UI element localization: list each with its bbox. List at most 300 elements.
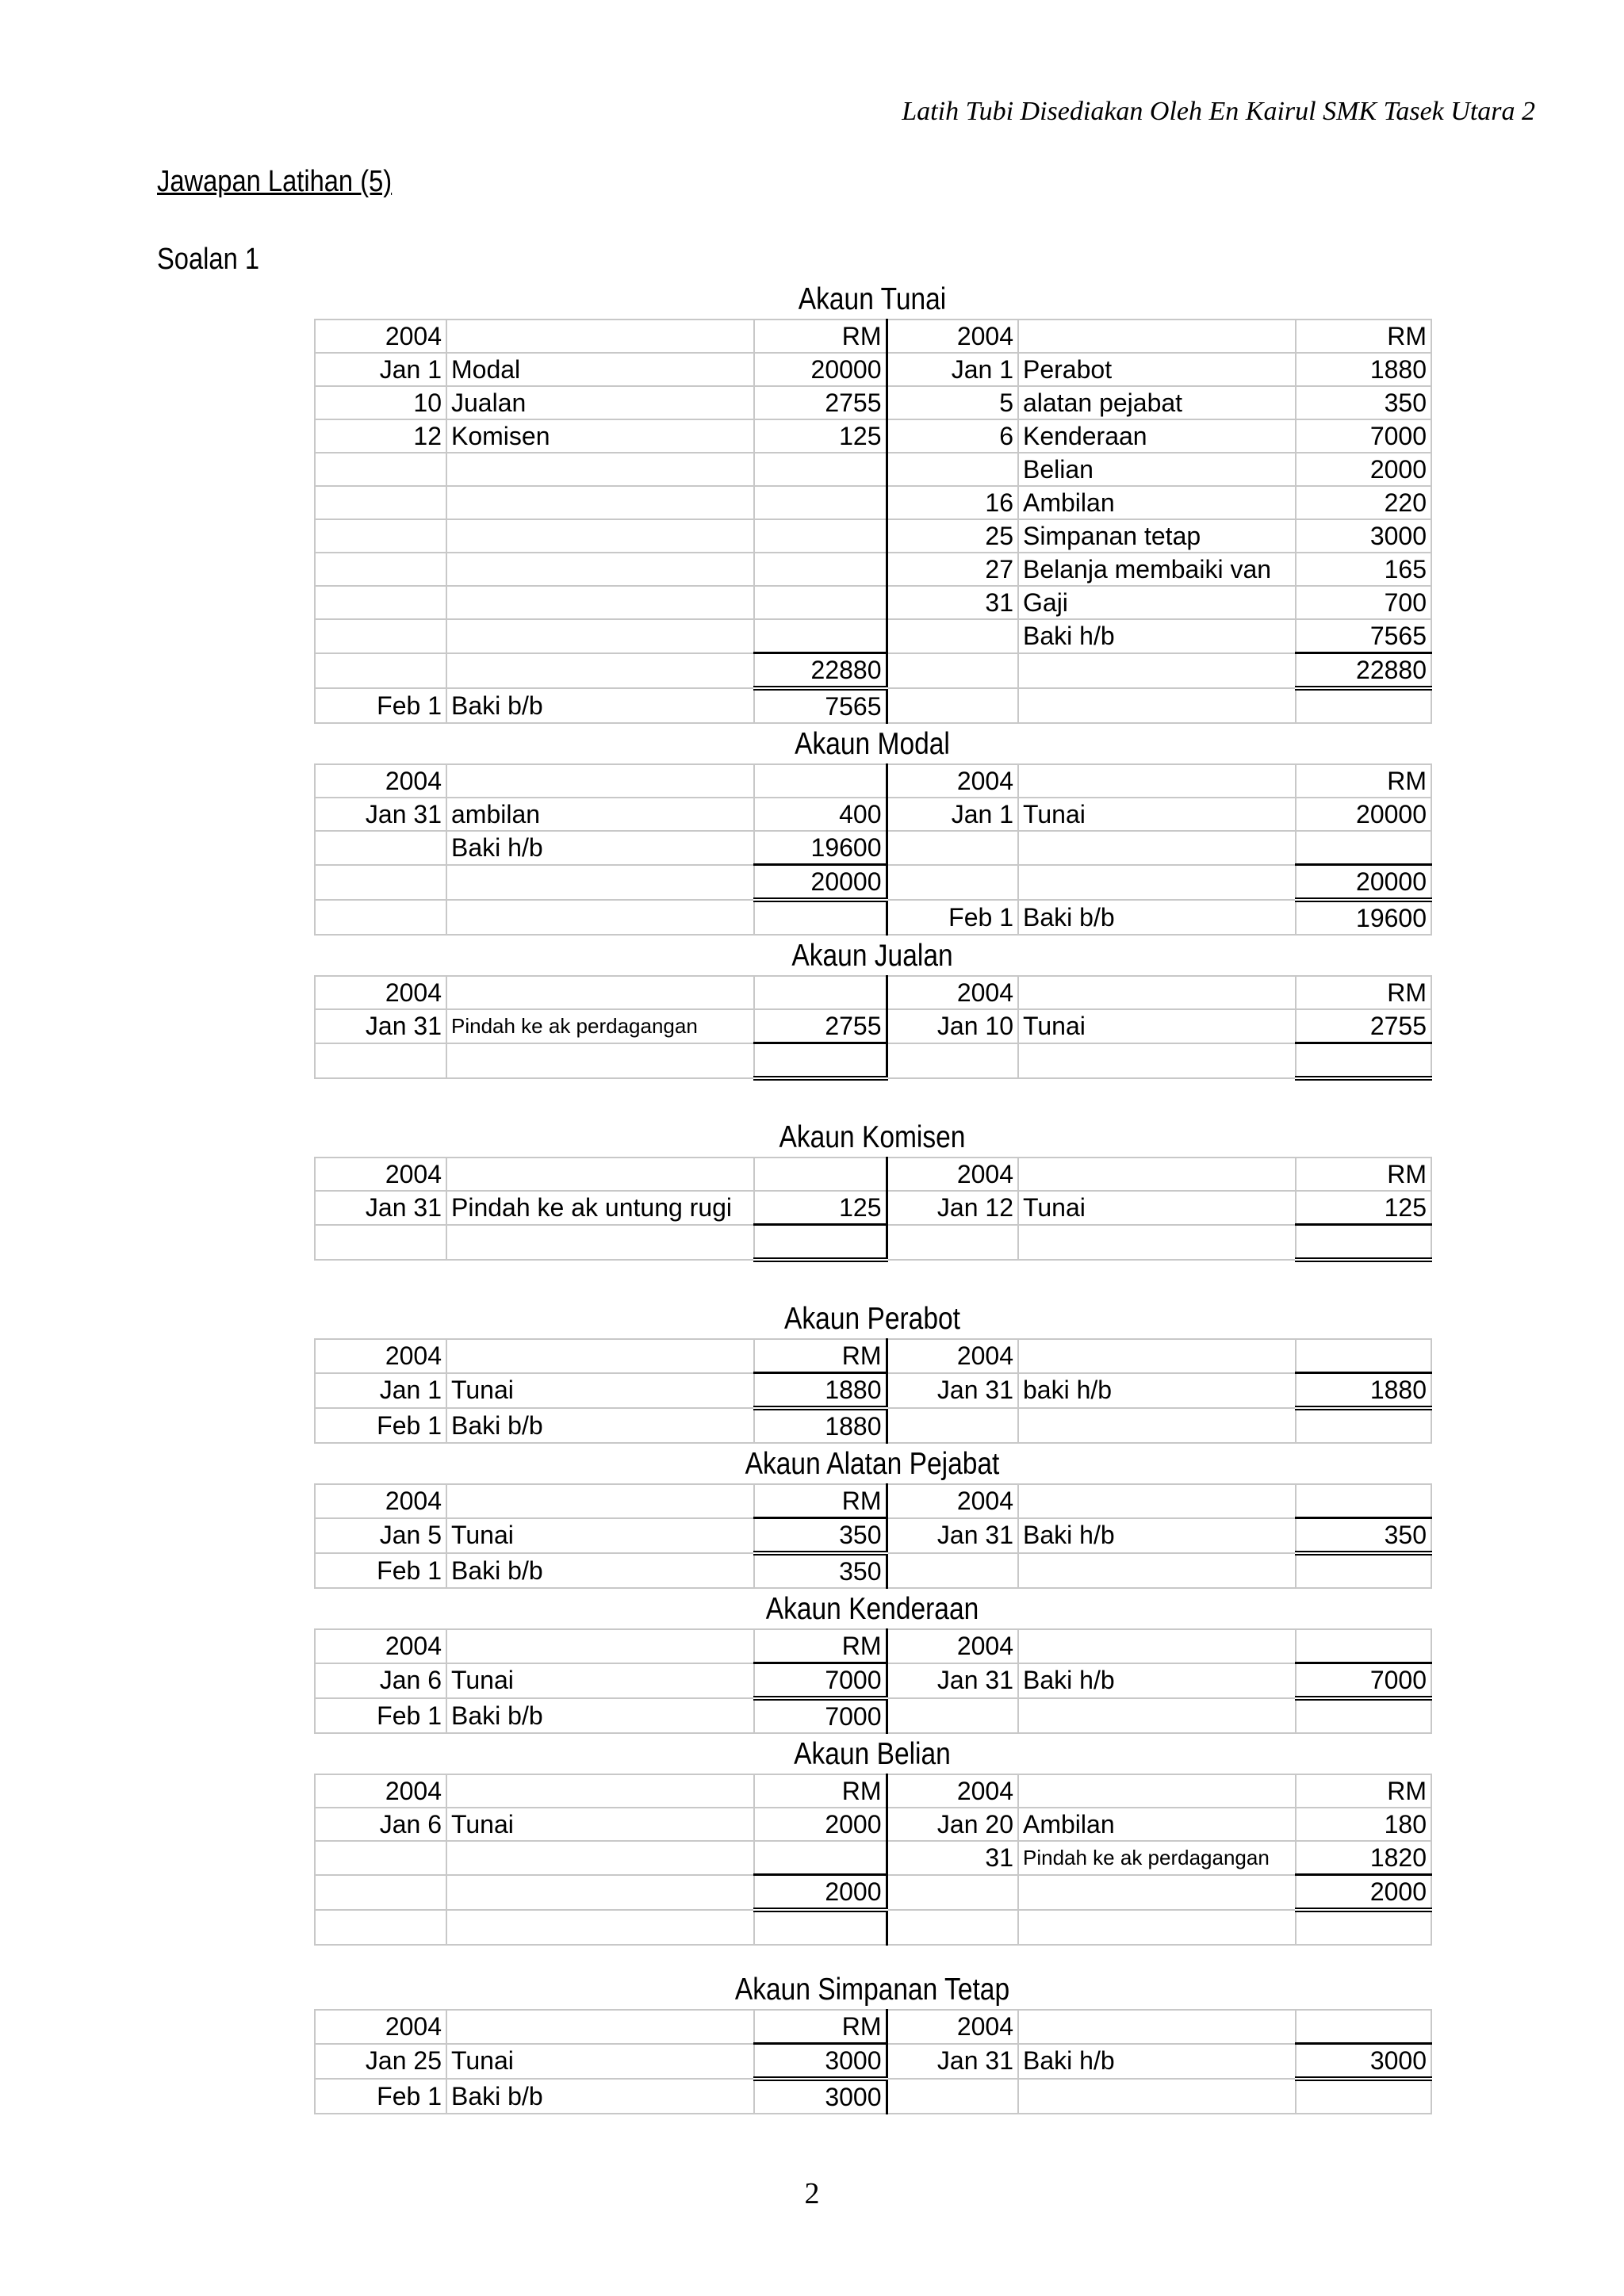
credit-amount [1296,1910,1431,1945]
credit-amount: RM [1296,320,1431,353]
credit-description: Baki h/b [1018,619,1296,653]
debit-amount: 125 [754,1191,887,1225]
credit-amount [1296,1408,1431,1443]
credit-amount: 3000 [1296,2044,1431,2080]
debit-description [446,1339,754,1373]
credit-description: Baki h/b [1018,1663,1296,1699]
ledger-row [315,586,1431,619]
credit-date: Jan 10 [887,1009,1018,1043]
credit-amount: 20000 [1296,798,1431,831]
credit-amount: 350 [1296,1518,1431,1554]
ledger-account [314,1589,1431,1734]
credit-amount: 350 [1296,386,1431,419]
credit-amount: 180 [1296,1808,1431,1841]
debit-date: Jan 31 [315,798,446,831]
debit-amount: 20000 [754,865,887,901]
credit-date: 6 [887,419,1018,453]
credit-date: Jan 31 [887,1373,1018,1409]
credit-date [887,1553,1018,1588]
credit-date [887,2079,1018,2114]
debit-description [446,586,754,619]
credit-amount: RM [1296,1158,1431,1191]
debit-amount: 7565 [754,688,887,723]
debit-description: Baki b/b [446,1408,754,1443]
ledger-accounts [314,279,1431,2114]
debit-date: Jan 31 [315,1191,446,1225]
debit-description: Komisen [446,419,754,453]
ledger-row [315,1339,1431,1373]
ledger-table [314,319,1432,724]
credit-amount: 2000 [1296,453,1431,486]
credit-description [1018,2079,1296,2114]
page-number: 2 [804,2177,820,2210]
ledger-row [315,2079,1431,2114]
credit-description: Ambilan [1018,486,1296,519]
credit-date [887,1408,1018,1443]
credit-description: Pindah ke ak perdagangan [1018,1841,1296,1875]
ledger-account [314,279,1431,724]
ledger-row [315,865,1431,901]
credit-date: 2004 [887,1339,1018,1373]
credit-date [887,688,1018,723]
debit-date [315,1043,446,1079]
debit-description [446,1225,754,1261]
debit-amount: 20000 [754,353,887,386]
debit-description: Baki h/b [446,831,754,865]
credit-amount [1296,1698,1431,1733]
debit-description [446,320,754,353]
ledger-row [315,1225,1431,1261]
debit-date [315,453,446,486]
debit-description: Baki b/b [446,2079,754,2114]
debit-amount [754,1158,887,1191]
credit-description [1018,1553,1296,1588]
debit-description: Tunai [446,1663,754,1699]
credit-amount: 3000 [1296,519,1431,553]
credit-date [887,1698,1018,1733]
credit-amount: 19600 [1296,900,1431,935]
credit-description [1018,1225,1296,1261]
debit-date: 2004 [315,2010,446,2044]
debit-date [315,486,446,519]
ledger-account [314,1299,1431,1444]
section-title: Jawapan Latihan (5) [157,165,393,198]
ledger-row [315,353,1431,386]
credit-amount: 1880 [1296,353,1431,386]
credit-date [887,1910,1018,1945]
debit-date: 2004 [315,764,446,798]
debit-date: 2004 [315,320,446,353]
debit-description [446,619,754,653]
credit-amount: 165 [1296,553,1431,586]
credit-amount [1296,2010,1431,2044]
debit-description: Baki b/b [446,1553,754,1588]
credit-date: Jan 31 [887,2044,1018,2080]
ledger-table [314,2009,1432,2114]
account-title: Akaun Tunai [798,282,947,316]
debit-date: Jan 1 [315,1373,446,1409]
debit-date [315,1225,446,1261]
debit-description [446,1774,754,1808]
credit-amount: 7565 [1296,619,1431,653]
ledger-row [315,320,1431,353]
debit-amount [754,900,887,935]
ledger-row [315,1518,1431,1554]
ledger-row [315,2044,1431,2080]
credit-amount: 7000 [1296,419,1431,453]
credit-amount [1296,1553,1431,1588]
debit-amount [754,1225,887,1261]
debit-amount [754,619,887,653]
account-title: Akaun Jualan [791,939,953,973]
credit-date: 2004 [887,1629,1018,1663]
ledger-row [315,386,1431,419]
credit-date: 2004 [887,1484,1018,1518]
ledger-row [315,688,1431,723]
credit-amount: RM [1296,976,1431,1009]
credit-description: alatan pejabat [1018,386,1296,419]
credit-amount: RM [1296,1774,1431,1808]
credit-description [1018,320,1296,353]
credit-description: Gaji [1018,586,1296,619]
ledger-account [314,1444,1431,1589]
debit-amount: 2000 [754,1808,887,1841]
credit-date: 2004 [887,764,1018,798]
debit-amount: 1880 [754,1373,887,1409]
debit-amount: 3000 [754,2044,887,2080]
debit-date: Feb 1 [315,1698,446,1733]
credit-amount: 125 [1296,1191,1431,1225]
credit-date: 2004 [887,2010,1018,2044]
debit-description [446,553,754,586]
ledger-row [315,1373,1431,1409]
credit-description [1018,1484,1296,1518]
credit-description [1018,831,1296,865]
ledger-row [315,1875,1431,1911]
debit-date [315,653,446,689]
credit-description [1018,1158,1296,1191]
ledger-row [315,419,1431,453]
credit-description [1018,764,1296,798]
ledger-row [315,553,1431,586]
debit-amount: RM [754,1629,887,1663]
credit-description: Ambilan [1018,1808,1296,1841]
ledger-row [315,653,1431,689]
credit-date: 5 [887,386,1018,419]
credit-amount [1296,688,1431,723]
credit-date: 2004 [887,1774,1018,1808]
debit-description [446,1841,754,1875]
debit-description [446,1875,754,1911]
debit-date [315,831,446,865]
credit-description [1018,976,1296,1009]
debit-date: 2004 [315,1629,446,1663]
debit-description: Pindah ke ak perdagangan [446,1009,754,1043]
debit-date: Feb 1 [315,2079,446,2114]
debit-amount: RM [754,2010,887,2044]
credit-amount: RM [1296,764,1431,798]
debit-date: 2004 [315,1158,446,1191]
debit-description [446,453,754,486]
debit-amount [754,486,887,519]
credit-amount [1296,1484,1431,1518]
ledger-row [315,1553,1431,1588]
debit-amount: 19600 [754,831,887,865]
credit-date: Jan 20 [887,1808,1018,1841]
debit-description: Jualan [446,386,754,419]
credit-date [887,653,1018,689]
debit-date [315,553,446,586]
account-title: Akaun Simpanan Tetap [734,1973,1010,2007]
ledger-row [315,798,1431,831]
debit-description: Tunai [446,1808,754,1841]
debit-date [315,1841,446,1875]
debit-date [315,586,446,619]
credit-description: Tunai [1018,798,1296,831]
credit-description [1018,688,1296,723]
credit-date [887,1225,1018,1261]
ledger-account [314,936,1431,1081]
credit-amount: 7000 [1296,1663,1431,1699]
credit-date: 25 [887,519,1018,553]
credit-description: Baki h/b [1018,1518,1296,1554]
ledger-row [315,1774,1431,1808]
credit-amount: 2000 [1296,1875,1431,1911]
credit-amount: 20000 [1296,865,1431,901]
ledger-table [314,1774,1432,1946]
ledger-row [315,1158,1431,1191]
credit-amount [1296,1225,1431,1261]
account-title: Akaun Kenderaan [765,1592,979,1626]
ledger-table [314,1483,1432,1589]
credit-amount [1296,1043,1431,1079]
ledger-row [315,831,1431,865]
debit-description [446,1629,754,1663]
debit-date [315,865,446,901]
ledger-row [315,1841,1431,1875]
credit-description: Tunai [1018,1191,1296,1225]
ledger-row [315,1191,1431,1225]
debit-date: 2004 [315,1339,446,1373]
credit-date: 31 [887,586,1018,619]
credit-date: Feb 1 [887,900,1018,935]
ledger-table [314,1157,1432,1262]
ledger-row [315,976,1431,1009]
ledger-row [315,1408,1431,1443]
credit-date: Jan 12 [887,1191,1018,1225]
account-title: Akaun Perabot [784,1302,960,1336]
debit-date [315,619,446,653]
ledger-table [314,763,1432,936]
credit-description [1018,865,1296,901]
ledger-row [315,453,1431,486]
debit-date: 2004 [315,1484,446,1518]
debit-amount: 1880 [754,1408,887,1443]
debit-date: Feb 1 [315,688,446,723]
debit-amount [754,1841,887,1875]
debit-description [446,519,754,553]
credit-date: 31 [887,1841,1018,1875]
question-label: Soalan 1 [157,243,260,276]
debit-amount [754,976,887,1009]
debit-amount: 7000 [754,1663,887,1699]
credit-description: Belian [1018,453,1296,486]
credit-amount: 220 [1296,486,1431,519]
debit-description: Baki b/b [446,1698,754,1733]
credit-amount [1296,831,1431,865]
credit-description: Simpanan tetap [1018,519,1296,553]
ledger-account [314,724,1431,936]
credit-amount: 1820 [1296,1841,1431,1875]
debit-amount: 350 [754,1518,887,1554]
credit-date: 2004 [887,976,1018,1009]
ledger-account [314,1117,1431,1262]
credit-amount [1296,1339,1431,1373]
debit-amount: RM [754,1484,887,1518]
debit-date: Jan 6 [315,1663,446,1699]
credit-date: Jan 1 [887,353,1018,386]
credit-description [1018,1910,1296,1945]
debit-description [446,900,754,935]
debit-amount: 350 [754,1553,887,1588]
credit-description [1018,2010,1296,2044]
credit-description [1018,653,1296,689]
ledger-account [314,1734,1431,1946]
credit-description [1018,1774,1296,1808]
credit-description [1018,1408,1296,1443]
debit-amount: 2755 [754,386,887,419]
page-header: Latih Tubi Disediakan Oleh En Kairul SMK Tasek Utara 2 [902,97,1535,126]
credit-date [887,865,1018,901]
credit-description [1018,1339,1296,1373]
debit-date [315,900,446,935]
credit-amount: 22880 [1296,653,1431,689]
credit-date [887,831,1018,865]
ledger-table [314,975,1432,1081]
ledger-table [314,1338,1432,1444]
debit-amount [754,453,887,486]
debit-amount [754,1910,887,1945]
credit-amount [1296,1629,1431,1663]
ledger-row [315,1663,1431,1699]
debit-description [446,764,754,798]
debit-amount [754,553,887,586]
debit-amount: 7000 [754,1698,887,1733]
credit-description: Kenderaan [1018,419,1296,453]
ledger-row [315,619,1431,653]
debit-description: Baki b/b [446,688,754,723]
ledger-row [315,764,1431,798]
credit-description [1018,1629,1296,1663]
ledger-account [314,1969,1431,2114]
ledger-table [314,1628,1432,1734]
debit-amount [754,1043,887,1079]
debit-description [446,976,754,1009]
ledger-row [315,1009,1431,1043]
debit-date: Jan 6 [315,1808,446,1841]
ledger-row [315,486,1431,519]
debit-description [446,486,754,519]
debit-date: 2004 [315,1774,446,1808]
debit-date: Jan 25 [315,2044,446,2080]
ledger-row [315,1629,1431,1663]
credit-description [1018,1698,1296,1733]
ledger-row [315,1698,1431,1733]
credit-date [887,619,1018,653]
debit-date: Jan 5 [315,1518,446,1554]
debit-date: 12 [315,419,446,453]
debit-description [446,1484,754,1518]
debit-date [315,519,446,553]
debit-amount: 3000 [754,2079,887,2114]
debit-amount: 2755 [754,1009,887,1043]
credit-description: Baki h/b [1018,2044,1296,2080]
ledger-row [315,2010,1431,2044]
debit-description: Tunai [446,1518,754,1554]
debit-amount [754,764,887,798]
account-title: Akaun Komisen [779,1120,966,1154]
account-title: Akaun Belian [794,1737,951,1771]
credit-date: Jan 1 [887,798,1018,831]
credit-amount: 700 [1296,586,1431,619]
debit-description [446,2010,754,2044]
debit-date: 2004 [315,976,446,1009]
credit-date: Jan 31 [887,1518,1018,1554]
credit-description: baki h/b [1018,1373,1296,1409]
debit-description: ambilan [446,798,754,831]
debit-description [446,1910,754,1945]
debit-description [446,1158,754,1191]
debit-amount [754,519,887,553]
credit-description [1018,1043,1296,1079]
ledger-row [315,1910,1431,1945]
credit-amount: 2755 [1296,1009,1431,1043]
debit-description [446,865,754,901]
credit-date: 27 [887,553,1018,586]
credit-date: 16 [887,486,1018,519]
debit-date: Feb 1 [315,1408,446,1443]
credit-date [887,1043,1018,1079]
ledger-row [315,519,1431,553]
debit-date [315,1910,446,1945]
ledger-row [315,1484,1431,1518]
credit-date: 2004 [887,1158,1018,1191]
credit-date: 2004 [887,320,1018,353]
credit-description [1018,1875,1296,1911]
credit-description: Tunai [1018,1009,1296,1043]
debit-description: Modal [446,353,754,386]
ledger-row [315,1043,1431,1079]
debit-description [446,1043,754,1079]
debit-amount: RM [754,320,887,353]
debit-amount: 125 [754,419,887,453]
credit-description: Baki b/b [1018,900,1296,935]
debit-amount: RM [754,1339,887,1373]
debit-description: Tunai [446,1373,754,1409]
debit-date: Feb 1 [315,1553,446,1588]
debit-date: Jan 31 [315,1009,446,1043]
credit-date [887,1875,1018,1911]
debit-amount: 22880 [754,653,887,689]
credit-description: Belanja membaiki van [1018,553,1296,586]
account-title: Akaun Alatan Pejabat [745,1447,1000,1481]
ledger-row [315,900,1431,935]
account-title: Akaun Modal [795,727,950,761]
debit-amount: 2000 [754,1875,887,1911]
credit-date: Jan 31 [887,1663,1018,1699]
debit-description: Pindah ke ak untung rugi [446,1191,754,1225]
credit-amount [1296,2079,1431,2114]
